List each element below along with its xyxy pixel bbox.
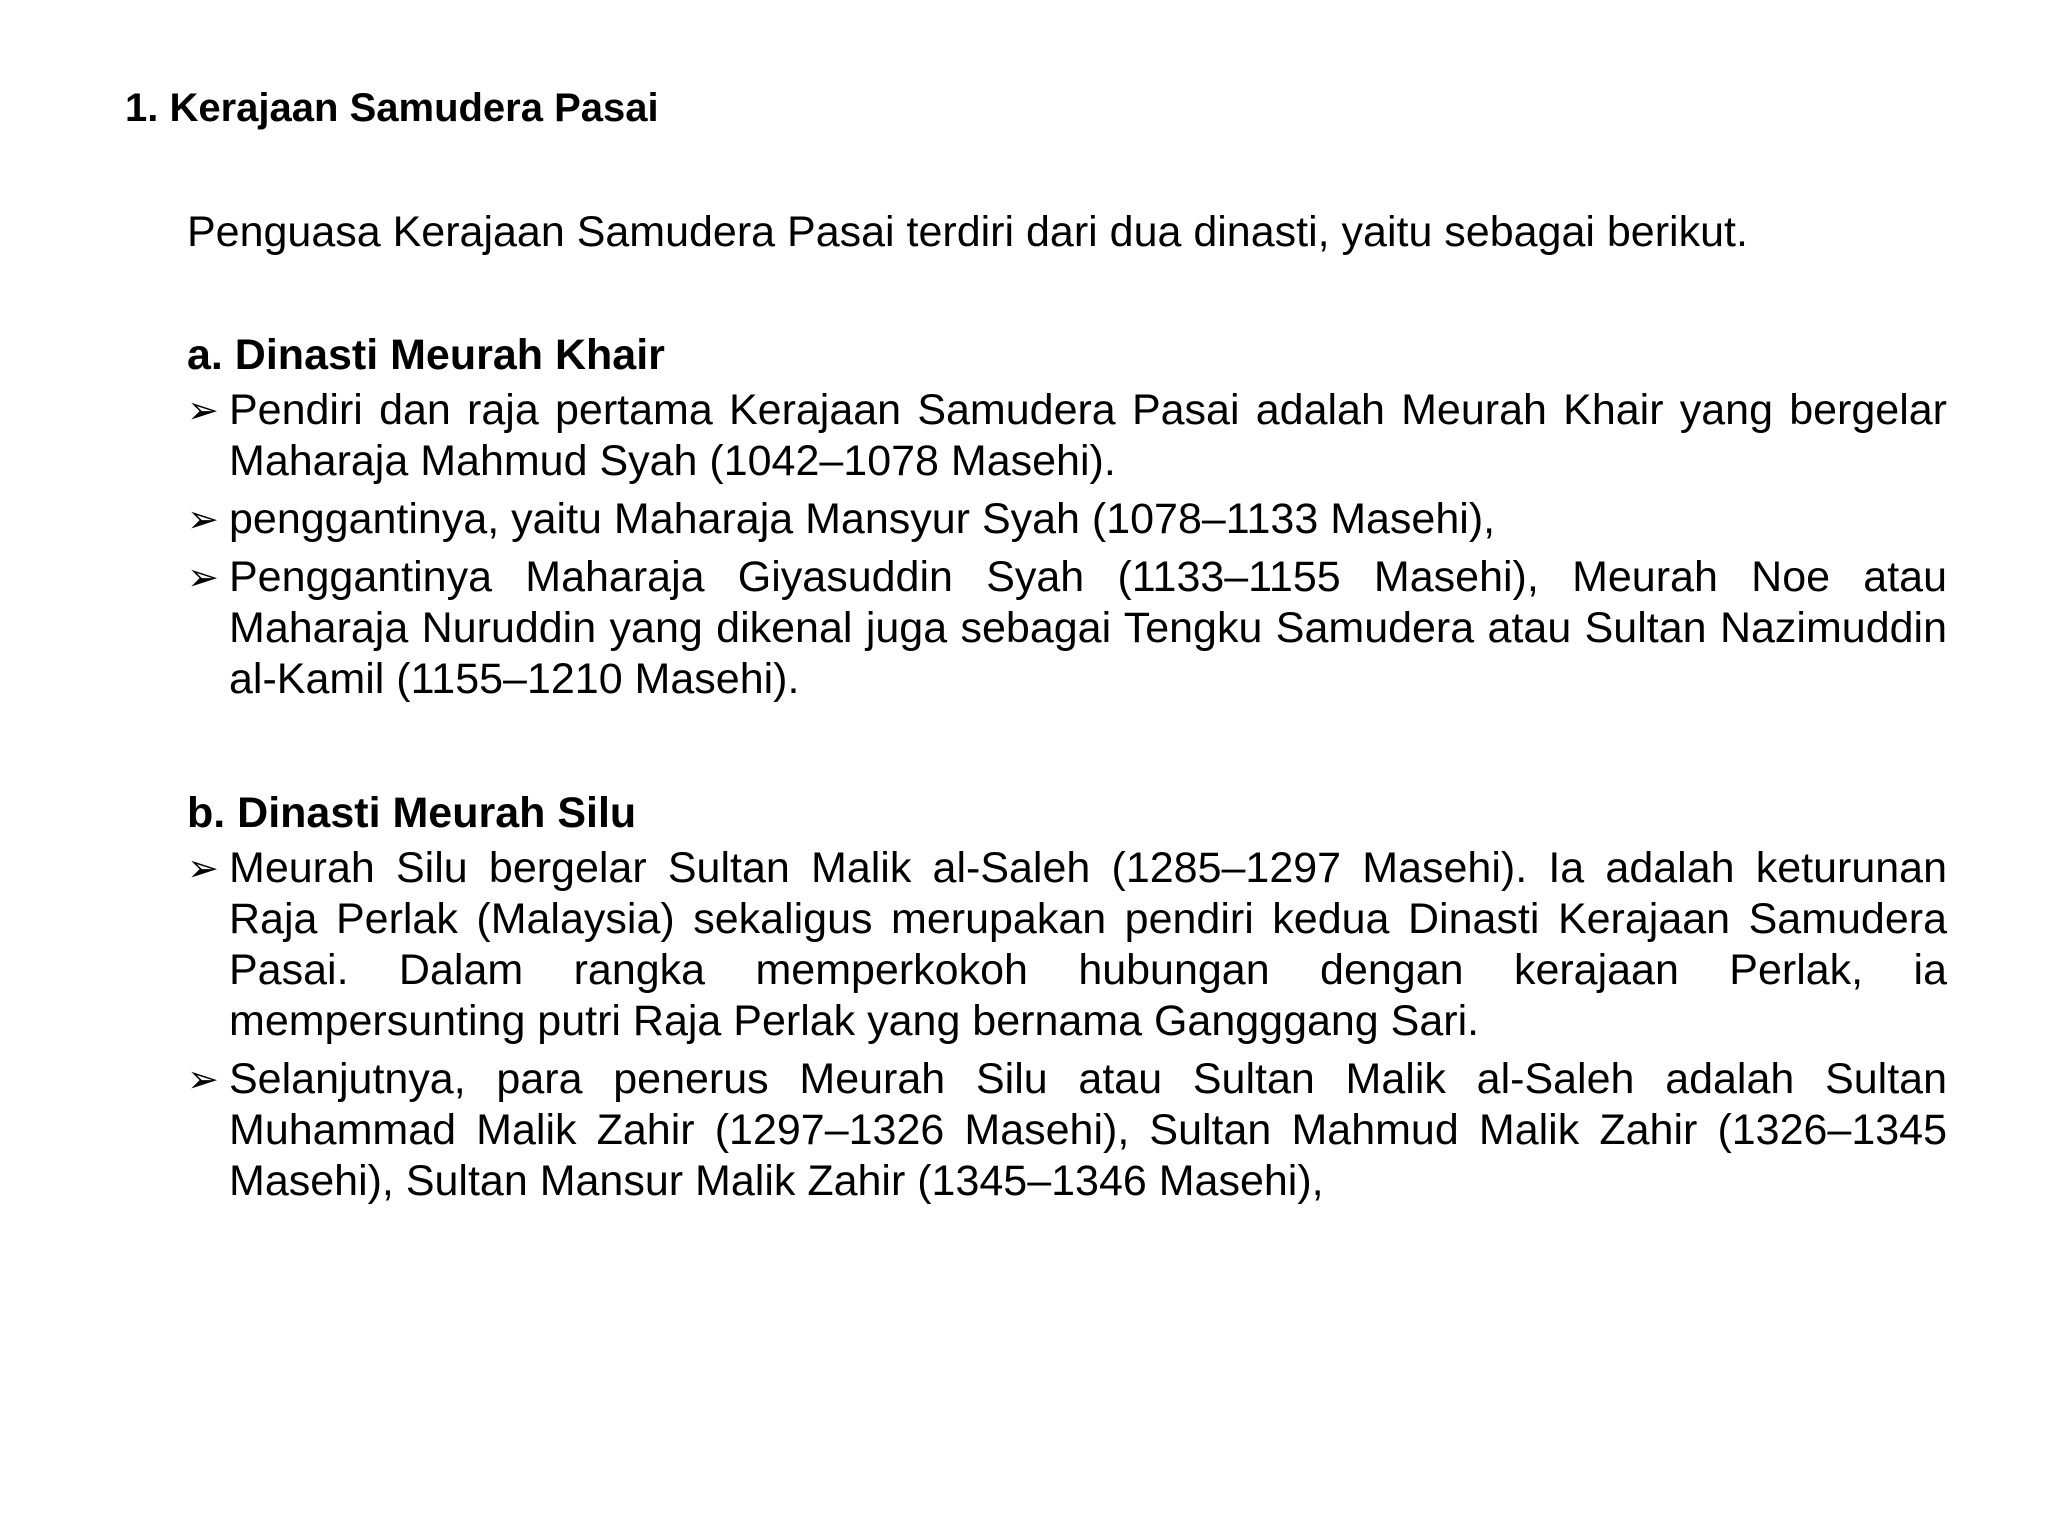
list-item bbox=[187, 385, 1947, 487]
list-item bbox=[187, 1054, 1947, 1207]
arrow-bullet-icon: ➢ bbox=[187, 846, 219, 890]
list-item-text: Penggantinya Maharaja Giyasuddin Syah (1133–1155 Masehi), Meurah Noe atau Maharaja Nuruddin yang dikenal juga sebagai Tengku Samudera atau Sultan Nazimuddin al-Kamil (1155–1210 Masehi). bbox=[229, 553, 1947, 703]
list-item bbox=[187, 843, 1947, 1047]
list-item bbox=[187, 494, 1947, 545]
list-item-text: Selanjutnya, para penerus Meurah Silu atau Sultan Malik al-Saleh adalah Sultan Muhammad Malik Zahir (1297–1326 Masehi), Sultan Mahmud Malik Zahir (1326–1345 Masehi), Sultan Mansur Malik Zahir (1345–1346 Masehi), bbox=[229, 1055, 1947, 1205]
page-title: 1. Kerajaan Samudera Pasai bbox=[125, 86, 659, 130]
arrow-bullet-icon: ➢ bbox=[187, 555, 219, 599]
list-item-text: penggantinya, yaitu Maharaja Mansyur Syah (1078–1133 Masehi), bbox=[229, 495, 1496, 543]
list-item-text: Pendiri dan raja pertama Kerajaan Samudera Pasai adalah Meurah Khair yang bergelar Maharaja Mahmud Syah (1042–1078 Masehi). bbox=[229, 386, 1947, 485]
arrow-bullet-icon: ➢ bbox=[187, 1057, 219, 1101]
section-dinasti-meurah-silu bbox=[187, 783, 1947, 1207]
list-item bbox=[187, 552, 1947, 705]
list-item-text: Meurah Silu bergelar Sultan Malik al-Saleh (1285–1297 Masehi). Ia adalah keturunan Raja Perlak (Malaysia) sekaligus merupakan pendiri kedua Dinasti Kerajaan Samudera Pasai. Dalam rangka memperkokoh hubungan dengan kerajaan Perlak, ia mempersunting putri Raja Perlak yang bernama Gangggang Sari. bbox=[229, 844, 1947, 1045]
section-heading: b. Dinasti Meurah Silu bbox=[187, 789, 637, 837]
arrow-bullet-icon: ➢ bbox=[187, 497, 219, 541]
section-dinasti-meurah-khair bbox=[187, 325, 1947, 705]
section-heading: a. Dinasti Meurah Khair bbox=[187, 331, 665, 379]
arrow-bullet-icon: ➢ bbox=[187, 388, 219, 432]
intro-text: Penguasa Kerajaan Samudera Pasai terdiri dari dua dinasti, yaitu sebagai berikut. bbox=[187, 208, 1748, 256]
